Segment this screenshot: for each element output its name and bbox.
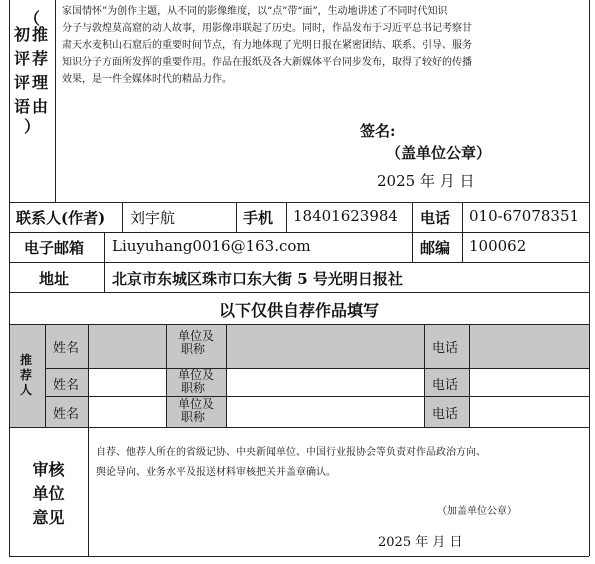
- review-text: [62, 3, 586, 88]
- recommender-side-char: 人: [20, 383, 33, 397]
- row-divider: [9, 262, 589, 263]
- col-divider: [286, 202, 287, 232]
- recommender-row-1-bg: [46, 325, 589, 368]
- signature-label: 签名:: [360, 122, 396, 140]
- unit-label-line: 单位及: [178, 329, 215, 343]
- recommender-side-char: 荐: [20, 368, 33, 382]
- col-divider: [236, 202, 237, 232]
- email-label: 电子邮箱: [24, 239, 85, 257]
- review-label-char: 评: [14, 49, 31, 68]
- row-divider: [9, 292, 589, 293]
- recommender-name-label: 姓名: [53, 378, 80, 393]
- review-label-char: 荐: [32, 49, 49, 68]
- row-divider: [9, 232, 589, 233]
- col-divider: [88, 427, 89, 556]
- review-label-char: （: [24, 9, 41, 28]
- self-recommend-title: 以下仅供自荐作品填写: [218, 301, 379, 320]
- audit-label-line: 单位: [32, 484, 65, 503]
- recommender-name-label: 姓名: [53, 341, 80, 356]
- address-value: 北京市东城区珠市口东大街 5 号光明日报社: [112, 270, 403, 288]
- zip-value: 100062: [469, 237, 527, 255]
- recommender-side-char: 推: [20, 353, 33, 367]
- review-text-line: 分子与敦煌莫高窟的动人故事，用影像串联起了历史。同时，作品发布于习近平总书记考察甘: [62, 23, 472, 34]
- unit-label-line: 职称: [181, 342, 206, 356]
- mobile-label: 手机: [243, 209, 274, 227]
- review-label-char: ）: [24, 117, 41, 136]
- recommender-phone-label: 电话: [432, 341, 459, 356]
- review-label-char: 语: [14, 97, 31, 116]
- recommender-name-label: 姓名: [53, 407, 80, 422]
- audit-label-line: 审核: [32, 460, 65, 479]
- review-divider: [55, 0, 56, 202]
- review-label-char: 评: [14, 73, 31, 92]
- audit-label: [9, 458, 88, 530]
- author-value: 刘宇航: [130, 209, 176, 227]
- col-divider: [122, 202, 123, 232]
- recommender-phone-label: 电话: [432, 378, 459, 393]
- seal-label: （盖单位公章）: [386, 144, 492, 162]
- review-text-line: 知识分子方面所发挥的重要作用。作品在报纸及各大新媒体平台同步发布，取得了较好的传播: [62, 57, 472, 68]
- recommender-phone-label: 电话: [432, 407, 459, 422]
- audit-label-line: 意见: [32, 508, 65, 527]
- recommender-unit-label: [178, 369, 214, 395]
- mobile-value: 18401623984: [293, 207, 398, 225]
- audit-seal-label: （加盖单位公章）: [437, 506, 517, 517]
- audit-text: [96, 443, 586, 483]
- unit-label-line: 单位及: [178, 397, 215, 411]
- review-date: 2025 年 月 日: [377, 172, 475, 190]
- row-divider: [9, 427, 589, 428]
- audit-date: 2025 年 月 日: [378, 535, 463, 550]
- audit-text-line: 舆论导向、业务水平及报送材料审核把关并盖章确认。: [96, 467, 336, 478]
- unit-label-line: 单位及: [178, 368, 215, 382]
- unit-label-line: 职称: [181, 381, 206, 395]
- table-bottom-border: [9, 556, 589, 557]
- review-label-char: 理: [32, 73, 49, 92]
- phone-value: 010-67078351: [469, 207, 580, 225]
- email-value: Liuyuhang0016@163.com: [112, 237, 311, 255]
- row-divider: [9, 202, 589, 203]
- audit-text-line: 自荐、他荐人所在的省级记协、中央新闻单位、中国行业报协会等负责对作品政治方向、: [96, 447, 486, 458]
- zip-label: 邮编: [420, 239, 451, 257]
- unit-label-line: 职称: [181, 410, 206, 424]
- review-label-char: 推: [32, 25, 49, 44]
- review-label-char: 由: [32, 97, 49, 116]
- address-label: 地址: [39, 270, 70, 288]
- recommender-unit-label: [178, 330, 214, 356]
- review-label-char: 初: [14, 25, 31, 44]
- author-label: 联系人(作者): [16, 209, 106, 227]
- table-right-border: [589, 0, 590, 556]
- review-text-line: 肃天水麦积山石窟后的重要时间节点，有力地体现了光明日报在紧密团结、联系、引导、服务: [62, 40, 472, 51]
- phone-label: 电话: [420, 209, 451, 227]
- review-text-line: 家国情怀”为创作主题，从不同的影像维度，以“点”带“面”，生动地讲述了不同时代知识: [62, 6, 448, 17]
- review-text-line: 效果，是一件全媒体时代的精品力作。: [62, 74, 232, 85]
- recommender-unit-label: [178, 398, 214, 424]
